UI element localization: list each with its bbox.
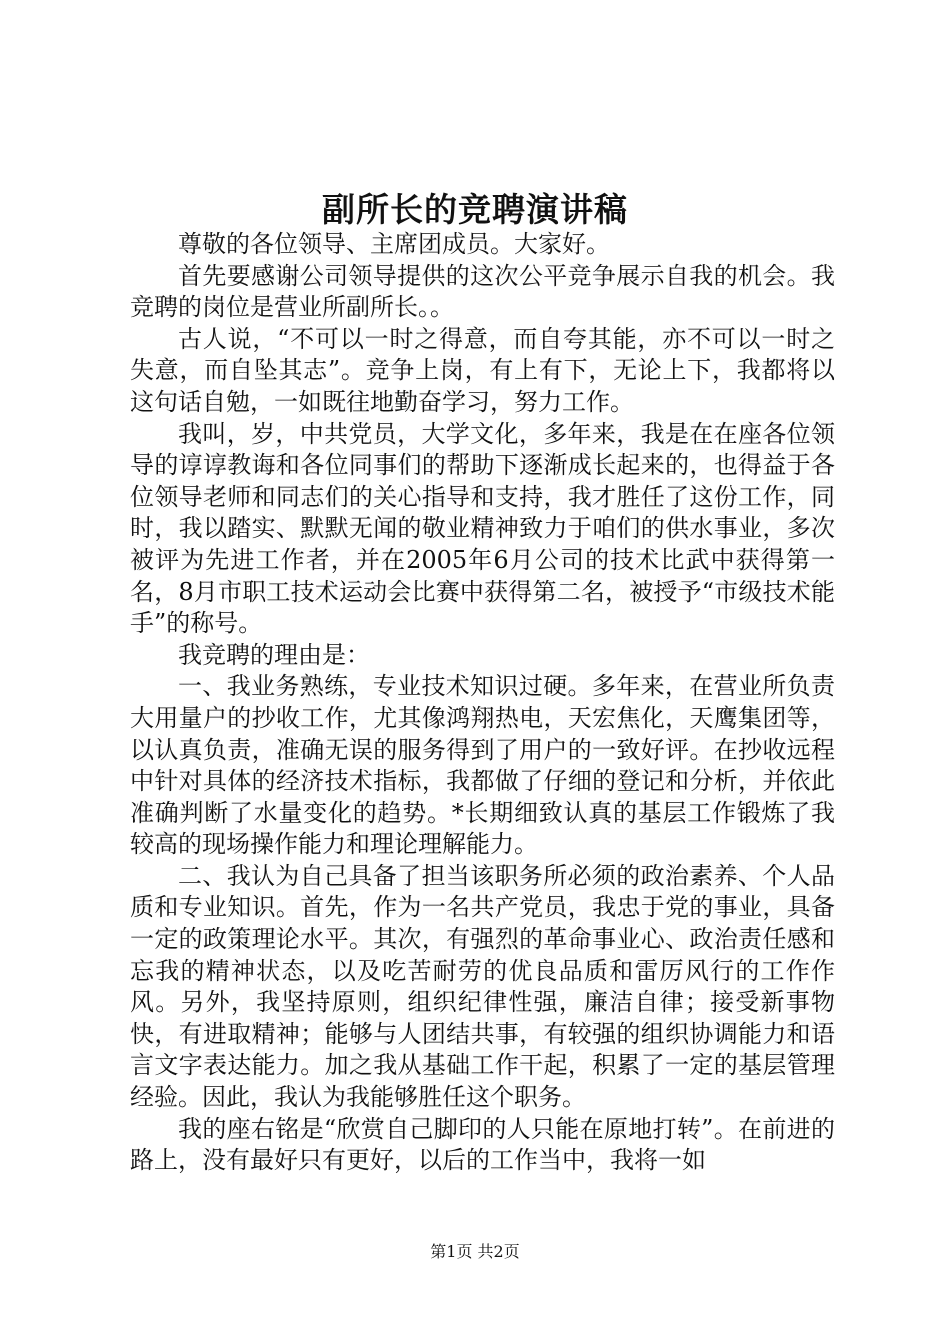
paragraph-reasons-heading: 我竞聘的理由是： xyxy=(178,640,370,669)
paragraph-greeting: 尊敬的各位领导、主席团成员。大家好。 xyxy=(178,230,610,258)
paragraph-thanks: 首先要感谢公司领导提供的这次公平竞争展示自我的机会。我竞聘的岗位是营业所副所长。。 xyxy=(130,261,835,322)
paragraph-reason-two: 二、我认为自己具备了担当该职务所必须的政治素养、个人品质和专业知识。首先，作为一名共产党员，我忠于党的事业，具备一定的政策理论水平。其次，有强烈的革命事业心、政治责任感和忘我的精神状态，以及吃苦耐劳的优良品质和雷厉风行的工作作风。另外，我坚持原则，组织纪律性强，廉洁自律；接受新事物快，有进取精神；能够与人团结共事，有较强的组织协调能力和语言文字表达能力。加之我从基础工作干起，积累了一定的基层管理经验。因此，我认为我能够胜任这个职务。 xyxy=(130,861,835,1112)
paragraph-reason-one: 一、我业务熟练，专业技术知识过硬。多年来，在营业所负责大用量户的抄收工作，尤其像鸿翔热电，天宏焦化，天鹰集团等，以认真负责，准确无误的服务得到了用户的一致好评。在抄收远程中针对具体的经济技术指标，我都做了仔细的登记和分析，并依此准确判断了水量变化的趋势。*长期细致认真的基层工作锻炼了我较高的现场操作能力和理论理解能力。 xyxy=(130,672,835,859)
paragraph-quote: 古人说，“不可以一时之得意，而自夸其能，亦不可以一时之失意，而自坠其志”。竞争上岗，有上有下，无论上下，我都将以这句话自勉，一如既往地勤奋学习，努力工作。 xyxy=(130,324,835,416)
document-title: 副所长的竞聘演讲稿 xyxy=(322,190,628,229)
document-body xyxy=(130,229,835,1177)
page-number-footer: 第1页 共2页 xyxy=(430,1242,520,1261)
paragraph-motto: 我的座右铭是“欣赏自己脚印的人只能在原地打转”。在前进的路上，没有最好只有更好，以后的工作当中，我将一如 xyxy=(130,1114,835,1175)
paragraph-introduction: 我叫，岁，中共党员，大学文化，多年来，我是在在座各位领导的谆谆教诲和各位同事们的帮助下逐渐成长起来的，也得益于各位领导老师和同志们的关心指导和支持，我才胜任了这份工作，同时，我以踏实、默默无闻的敬业精神致力于咱们的供水事业，多次被评为先进工作者，并在2005年6月公司的技术比武中获得第一名，8月市职工技术运动会比赛中获得第二名，被授予“市级技术能手”的称号。 xyxy=(130,419,835,638)
